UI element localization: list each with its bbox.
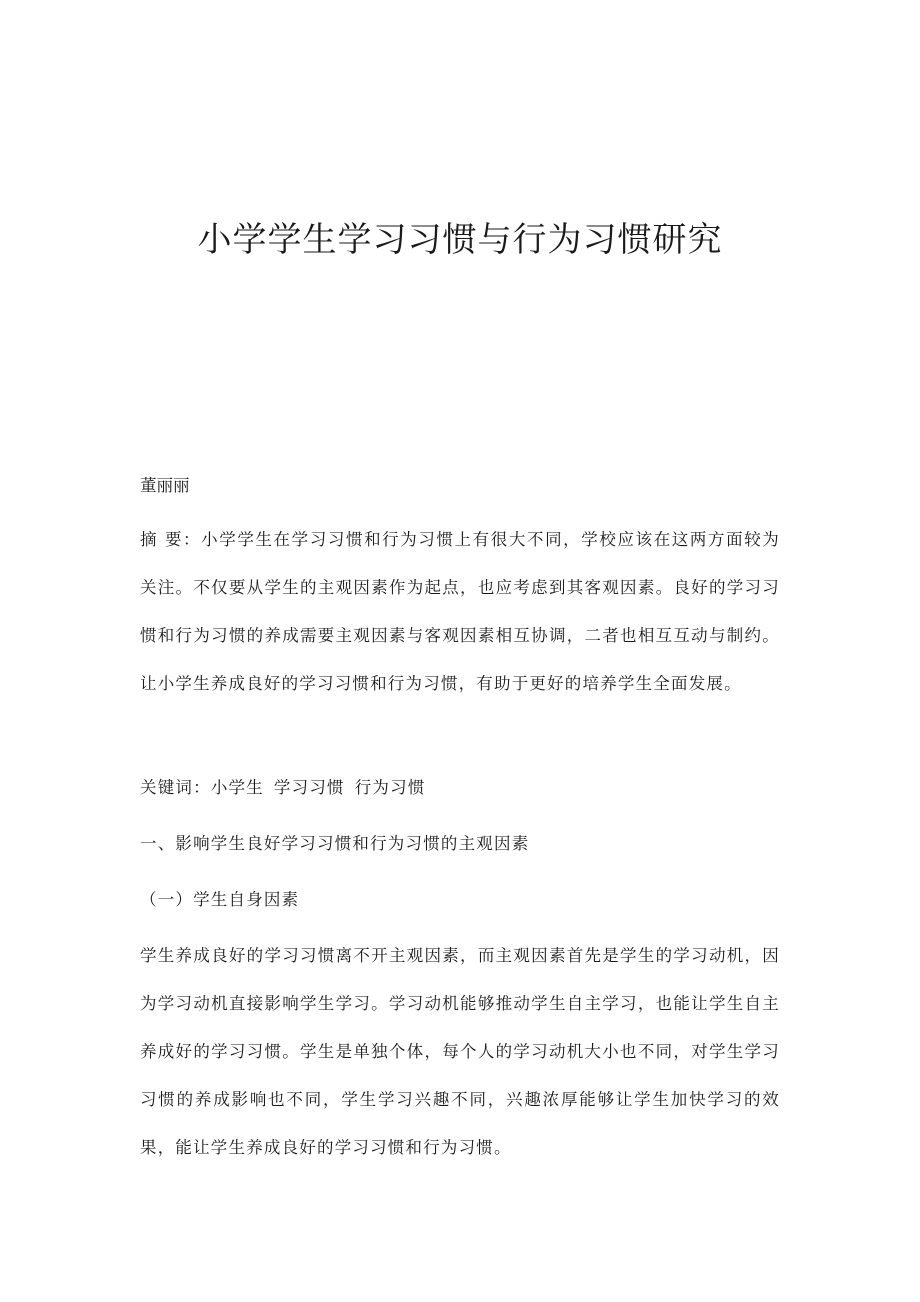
section-heading: 一、影响学生良好学习习惯和行为习惯的主观因素	[140, 834, 530, 853]
keyword-item: 小学生	[210, 778, 264, 797]
author-name: 董丽丽	[140, 476, 190, 495]
abstract-label: 摘 要：	[140, 530, 202, 549]
keyword-item: 行为习惯	[354, 778, 426, 797]
keywords-label: 关键词：	[140, 778, 211, 797]
keywords	[140, 764, 780, 812]
keyword-item: 学习习惯	[273, 778, 345, 797]
document-title: 小学学生学习习惯与行为习惯研究	[197, 220, 723, 260]
abstract-text: 小学学生在学习习惯和行为习惯上有很大不同，学校应该在这两方面较为关注。不仅要从学生的主观因素作为起点，也应考虑到其客观因素。良好的学习习惯和行为习惯的养成需要主观因素与客观因素相互协调，二者也相互互动与制约。让小学生养成良好的学习习惯和行为习惯，有助于更好的培养学生全面发展。	[140, 530, 780, 693]
subsection-heading: （一）学生自身因素	[140, 890, 300, 909]
body-paragraph: 学生养成良好的学习习惯离不开主观因素，而主观因素首先是学生的学习动机，因为学习动机直接影响学生学习。学习动机能够推动学生自主学习，也能让学生自主养成好的学习习惯。学生是单独个体，每个人的学习动机大小也不同，对学生学习习惯的养成影响也不同，学生学习兴趣不同，兴趣浓厚能够让学生加快学习的效果，能让学生养成良好的学习习惯和行为习惯。	[140, 946, 780, 1157]
abstract	[140, 516, 780, 708]
